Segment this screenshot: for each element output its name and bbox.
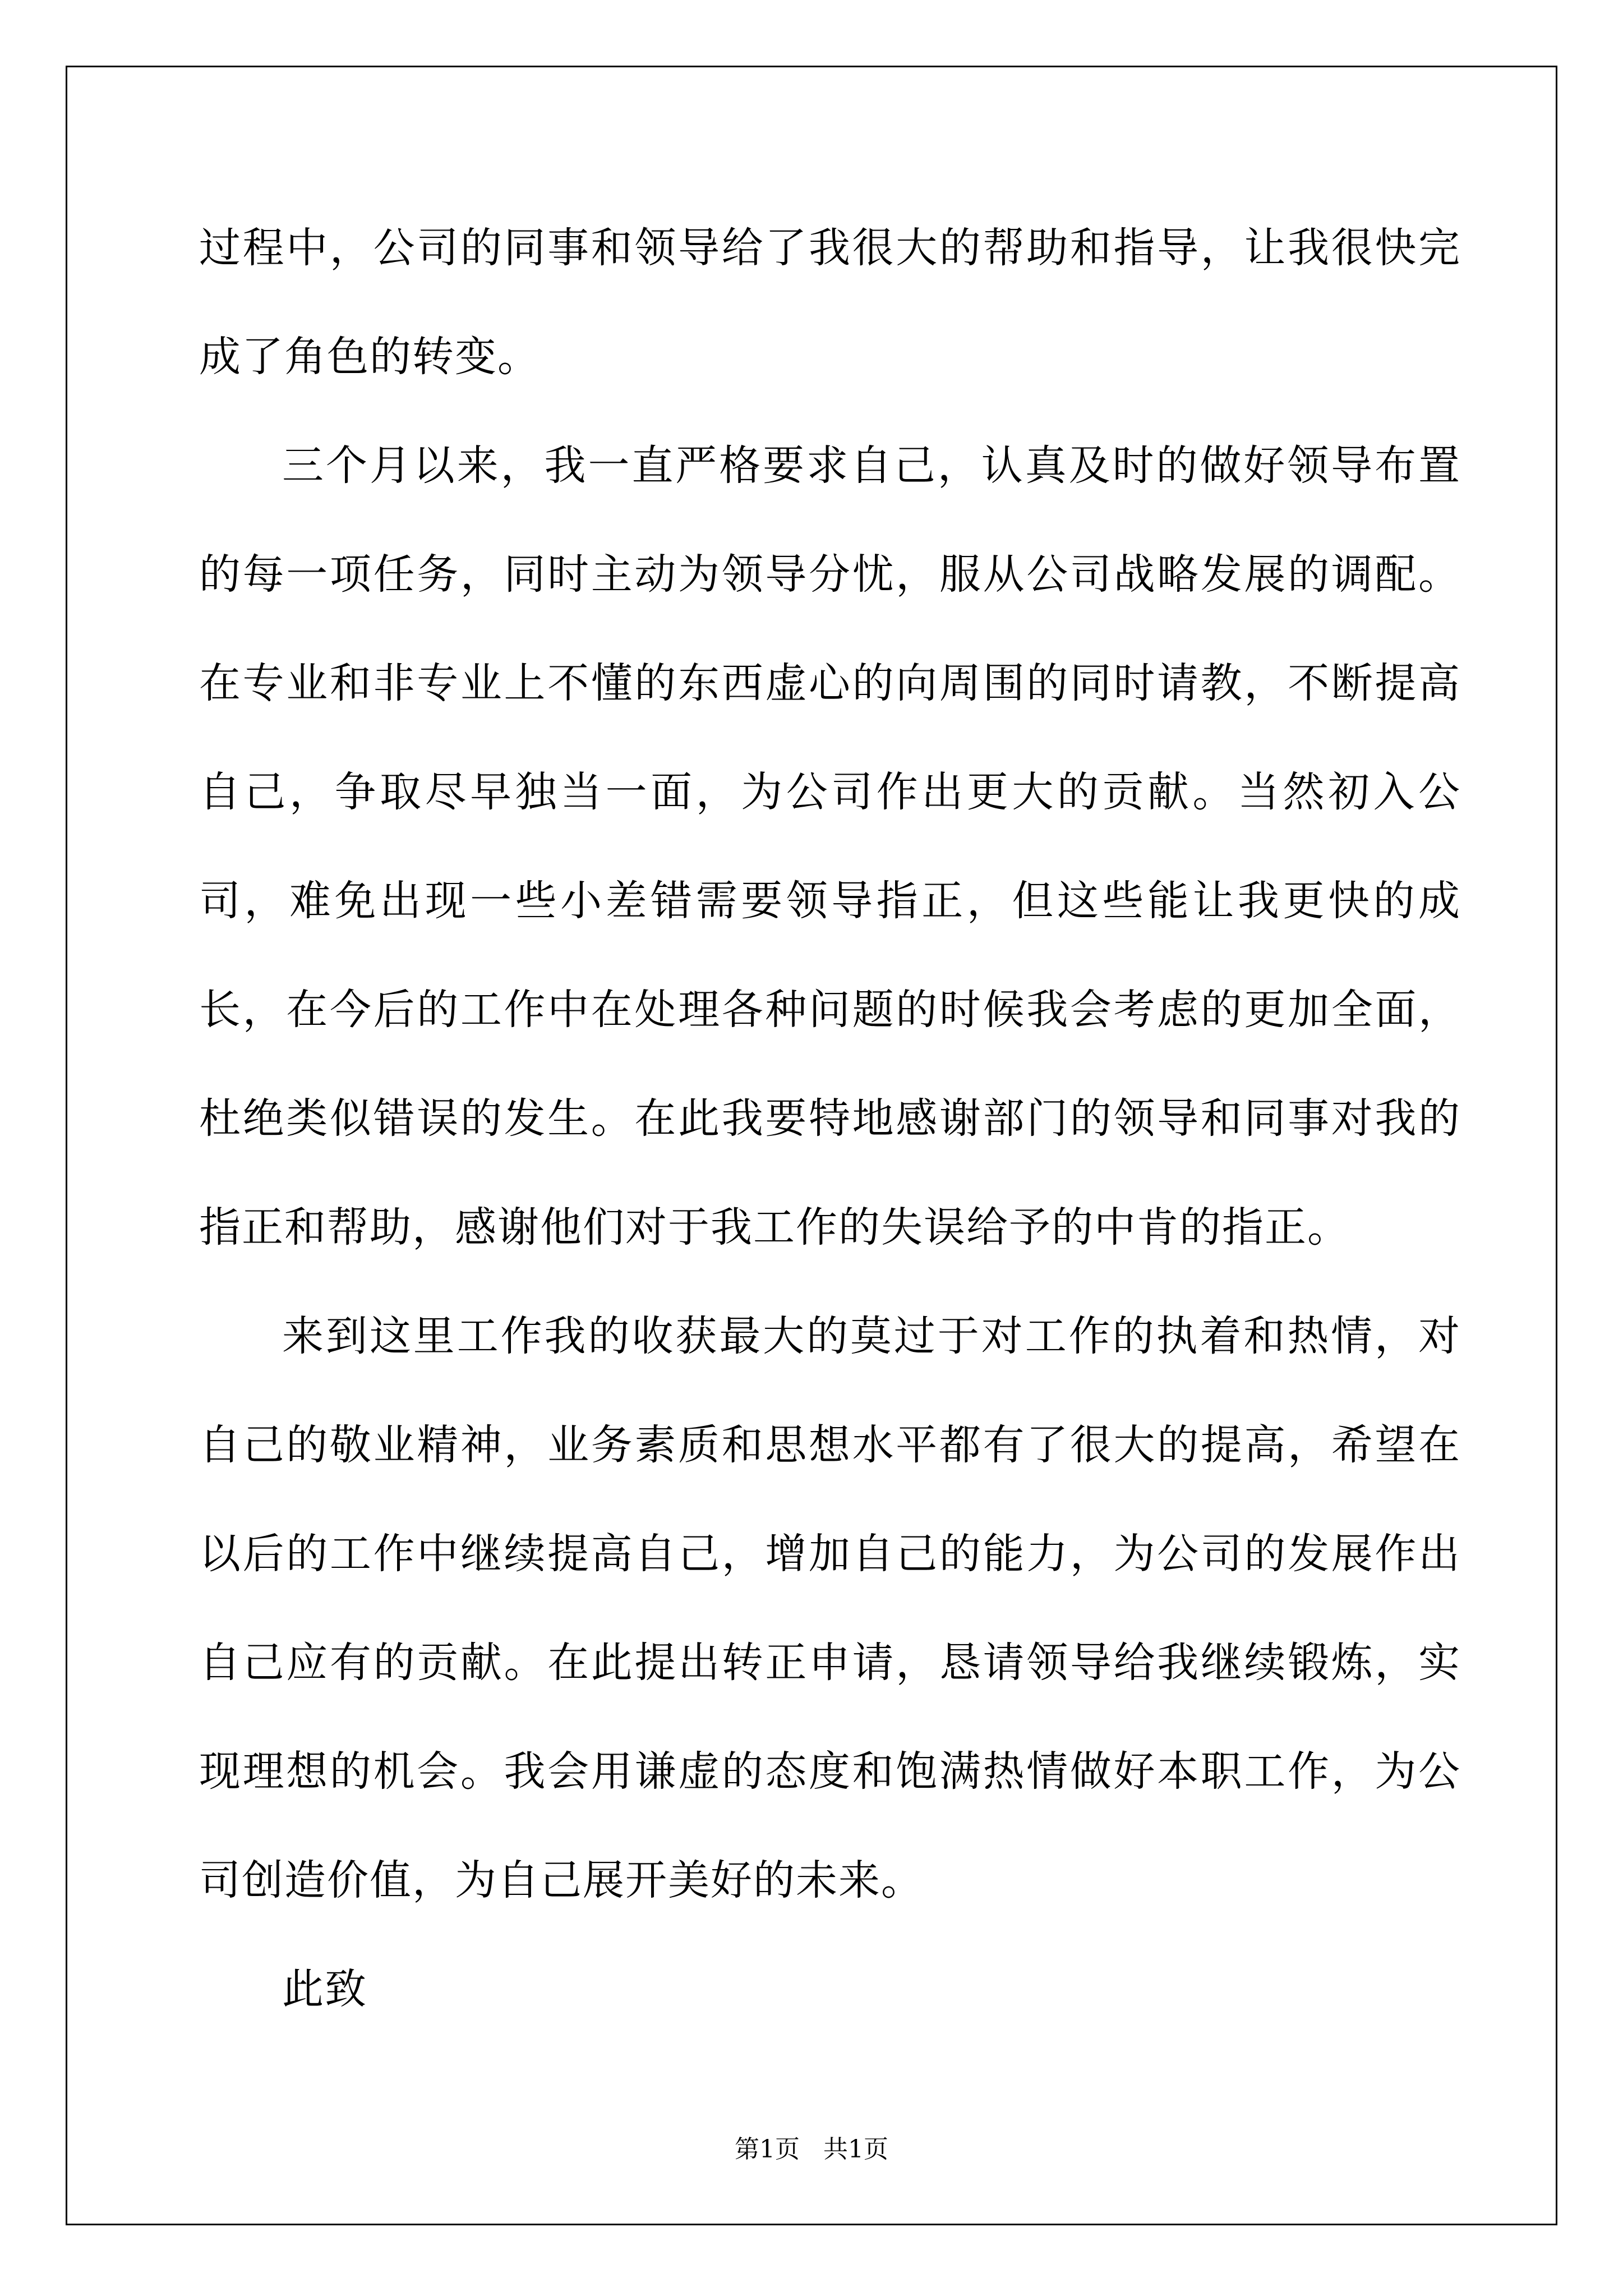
page-number-total: 共1页 bbox=[823, 2135, 888, 2164]
paragraph-closing: 此致 bbox=[282, 1965, 367, 2013]
paragraph-1: 过程中，公司的同事和领导给了我很大的帮助和指导，让我很快完成了角色的转变。 bbox=[199, 224, 1461, 381]
page-footer bbox=[0, 2129, 1623, 2165]
document-body bbox=[199, 194, 1461, 2044]
page-number-current: 第1页 bbox=[735, 2135, 800, 2164]
paragraph-2: 三个月以来，我一直严格要求自己，认真及时的做好领导布置的每一项任务，同时主动为领导分忧，服从公司战略发展的调配。在专业和非专业上不懂的东西虚心的向周围的同时请教，不断提高自己，争取尽早独当一面，为公司作出更大的贡献。当然初入公司，难免出现一些小差错需要领导指正，但这些能让我更快的成长，在今后的工作中在处理各种问题的时候我会考虑的更加全面，杜绝类似错误的发生。在此我要特地感谢部门的领导和同事对我的指正和帮助，感谢他们对于我工作的失误给予的中肯的指正。 bbox=[199, 441, 1461, 1251]
paragraph-3: 来到这里工作我的收获最大的莫过于对工作的执着和热情，对自己的敬业精神，业务素质和思想水平都有了很大的提高，希望在以后的工作中继续提高自己，增加自己的能力，为公司的发展作出自己应有的贡献。在此提出转正申请，恳请领导给我继续锻炼，实现理想的机会。我会用谦虚的态度和饱满热情做好本职工作，为公司创造价值，为自己展开美好的未来。 bbox=[199, 1312, 1461, 1904]
